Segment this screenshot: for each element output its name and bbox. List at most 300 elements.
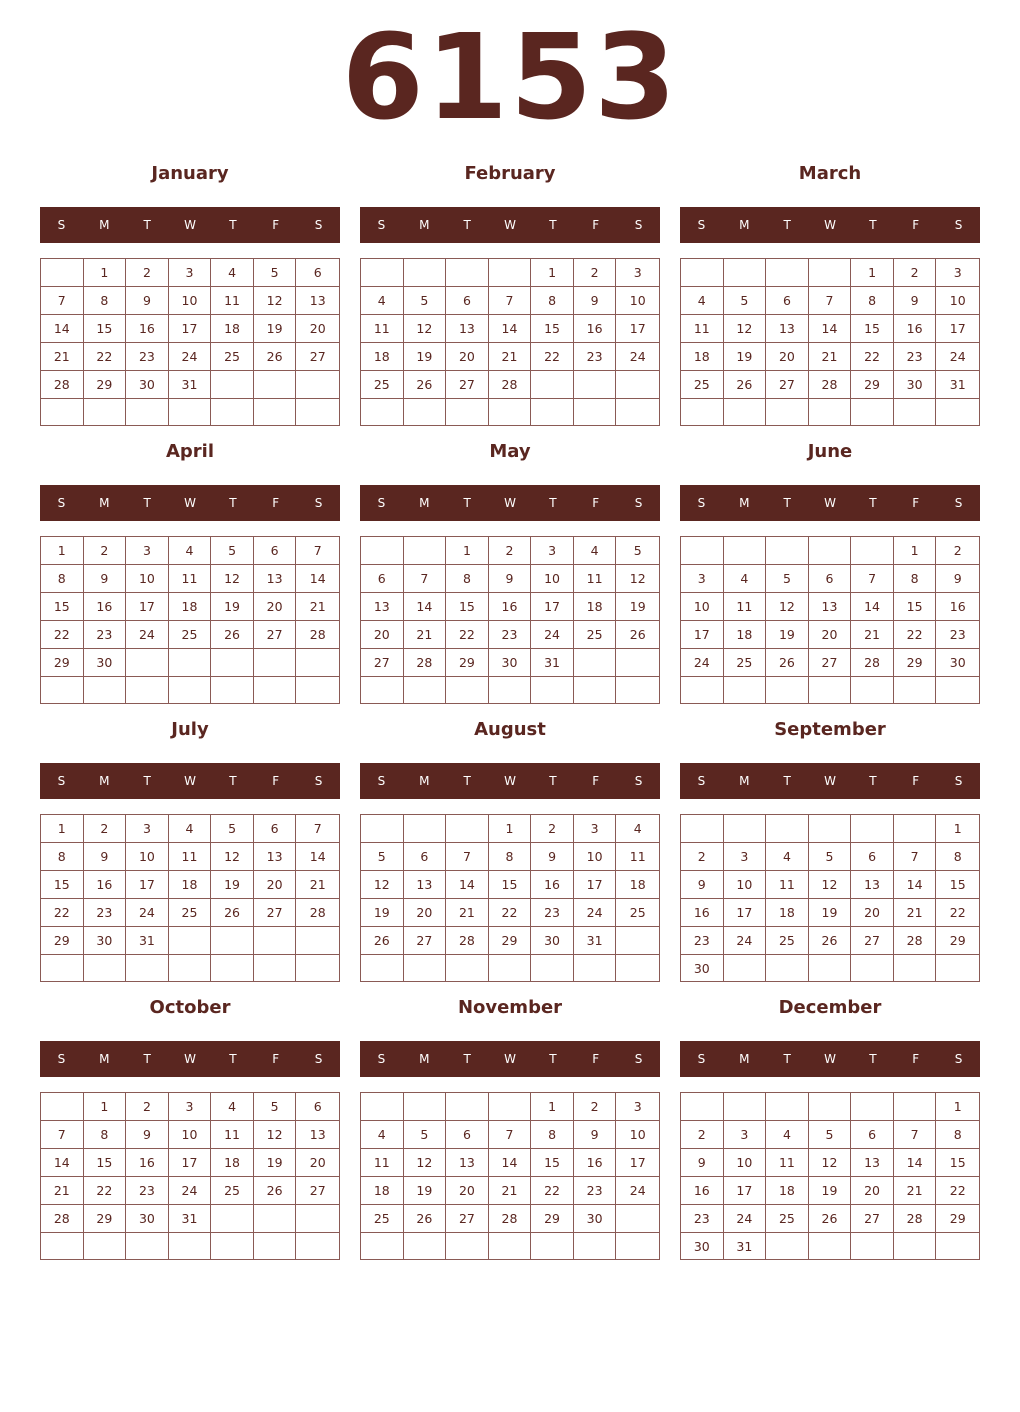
day-cell: 12: [361, 871, 404, 899]
empty-day-cell: [809, 815, 852, 843]
day-cell: 24: [681, 649, 724, 677]
empty-day-cell: [126, 1233, 169, 1259]
weekday-label: S: [314, 1052, 323, 1066]
empty-day-cell: [211, 649, 254, 677]
day-cell: 28: [894, 927, 937, 955]
day-cell: 10: [126, 565, 169, 593]
day-cell: 20: [254, 593, 297, 621]
day-cell: 24: [574, 899, 617, 927]
day-cell: 12: [809, 1149, 852, 1177]
empty-day-cell: [404, 677, 447, 703]
empty-day-cell: [254, 927, 297, 955]
day-cell: 19: [404, 1177, 447, 1205]
empty-day-cell: [809, 399, 852, 425]
day-cell: 7: [851, 565, 894, 593]
empty-day-cell: [126, 955, 169, 981]
day-cell: 4: [681, 287, 724, 315]
day-cell: 5: [211, 815, 254, 843]
day-cell: 19: [724, 343, 767, 371]
day-cell: 12: [766, 593, 809, 621]
empty-day-cell: [84, 399, 127, 425]
weekday-label: M: [99, 496, 110, 510]
day-cell: 6: [254, 815, 297, 843]
weekday-label: T: [143, 774, 151, 788]
weekday-label: T: [869, 774, 877, 788]
day-cell: 6: [446, 1121, 489, 1149]
day-cell: 9: [681, 1149, 724, 1177]
day-cell: 5: [361, 843, 404, 871]
day-cell: 28: [41, 371, 84, 399]
day-cell: 17: [531, 593, 574, 621]
day-cell: 9: [84, 565, 127, 593]
weekday-header: [360, 1041, 660, 1077]
weekday-label: T: [549, 774, 557, 788]
empty-day-cell: [489, 955, 532, 981]
day-cell: 18: [766, 899, 809, 927]
day-cell: 13: [809, 593, 852, 621]
day-cell: 3: [531, 537, 574, 565]
weekday-header: [680, 485, 980, 521]
empty-day-cell: [169, 1233, 212, 1259]
empty-day-cell: [446, 399, 489, 425]
empty-day-cell: [126, 399, 169, 425]
day-cell: 3: [724, 1121, 767, 1149]
day-cell: 26: [809, 1205, 852, 1233]
day-cell: 25: [361, 1205, 404, 1233]
empty-day-cell: [766, 259, 809, 287]
day-cell: 6: [446, 287, 489, 315]
empty-day-cell: [616, 399, 659, 425]
weekday-label: M: [99, 1052, 110, 1066]
weekday-label: T: [229, 1052, 237, 1066]
empty-day-cell: [446, 1233, 489, 1259]
empty-day-cell: [851, 1233, 894, 1260]
day-cell: 17: [574, 871, 617, 899]
day-cell: 30: [894, 371, 937, 399]
day-cell: 9: [84, 843, 127, 871]
day-cell: 30: [936, 649, 979, 677]
day-cell: 30: [126, 371, 169, 399]
weekday-label: S: [634, 1052, 643, 1066]
day-cell: 21: [404, 621, 447, 649]
day-cell: 10: [724, 871, 767, 899]
day-grid: [680, 1092, 980, 1260]
empty-day-cell: [361, 1093, 404, 1121]
day-cell: 1: [489, 815, 532, 843]
day-cell: 19: [766, 621, 809, 649]
empty-day-cell: [531, 1233, 574, 1259]
day-cell: 3: [936, 259, 979, 287]
day-cell: 11: [211, 1121, 254, 1149]
month-name: June: [807, 441, 853, 462]
empty-day-cell: [169, 649, 212, 677]
day-cell: 25: [766, 1205, 809, 1233]
day-cell: 20: [404, 899, 447, 927]
day-cell: 9: [126, 1121, 169, 1149]
day-cell: 12: [254, 1121, 297, 1149]
empty-day-cell: [574, 399, 617, 425]
day-cell: 23: [894, 343, 937, 371]
day-grid: [40, 814, 340, 982]
empty-day-cell: [724, 1093, 767, 1121]
day-cell: 4: [766, 1121, 809, 1149]
empty-day-cell: [446, 815, 489, 843]
empty-day-cell: [446, 259, 489, 287]
day-cell: 28: [296, 899, 339, 927]
weekday-label: S: [954, 496, 963, 510]
month-name: December: [778, 997, 882, 1018]
day-cell: 15: [446, 593, 489, 621]
day-cell: 6: [851, 1121, 894, 1149]
day-cell: 22: [531, 343, 574, 371]
day-cell: 20: [851, 1177, 894, 1205]
day-cell: 21: [296, 871, 339, 899]
day-cell: 20: [446, 1177, 489, 1205]
day-cell: 9: [574, 1121, 617, 1149]
day-cell: 15: [41, 871, 84, 899]
day-cell: 26: [404, 1205, 447, 1233]
day-cell: 25: [681, 371, 724, 399]
day-cell: 4: [211, 259, 254, 287]
day-cell: 3: [169, 1093, 212, 1121]
empty-day-cell: [296, 371, 339, 399]
day-grid: [40, 1092, 340, 1260]
day-cell: 5: [616, 537, 659, 565]
weekday-header: [40, 485, 340, 521]
day-cell: 12: [211, 565, 254, 593]
empty-day-cell: [851, 955, 894, 982]
empty-day-cell: [489, 677, 532, 703]
day-cell: 4: [361, 1121, 404, 1149]
day-cell: 8: [936, 843, 979, 871]
day-cell: 25: [766, 927, 809, 955]
empty-day-cell: [446, 955, 489, 981]
empty-day-cell: [936, 399, 979, 425]
day-cell: 22: [41, 621, 84, 649]
empty-day-cell: [574, 677, 617, 703]
empty-day-cell: [404, 955, 447, 981]
day-cell: 31: [531, 649, 574, 677]
day-cell: 16: [84, 871, 127, 899]
day-cell: 15: [84, 1149, 127, 1177]
day-cell: 26: [254, 1177, 297, 1205]
day-cell: 29: [936, 927, 979, 955]
day-cell: 23: [936, 621, 979, 649]
day-cell: 20: [361, 621, 404, 649]
day-cell: 19: [254, 315, 297, 343]
day-cell: 23: [531, 899, 574, 927]
weekday-label: F: [272, 774, 280, 788]
weekday-label: S: [314, 774, 323, 788]
weekday-label: M: [419, 1052, 430, 1066]
weekday-label: W: [504, 1052, 516, 1066]
day-cell: 17: [724, 899, 767, 927]
month-name: August: [474, 719, 546, 740]
day-cell: 26: [809, 927, 852, 955]
day-cell: 16: [936, 593, 979, 621]
day-cell: 2: [126, 1093, 169, 1121]
weekday-label: S: [954, 218, 963, 232]
empty-day-cell: [574, 1233, 617, 1259]
day-cell: 19: [361, 899, 404, 927]
day-cell: 28: [851, 649, 894, 677]
day-cell: 23: [84, 621, 127, 649]
day-cell: 15: [84, 315, 127, 343]
weekday-label: S: [697, 1052, 706, 1066]
empty-day-cell: [169, 955, 212, 981]
day-cell: 13: [361, 593, 404, 621]
empty-day-cell: [84, 677, 127, 703]
day-cell: 17: [169, 315, 212, 343]
day-cell: 11: [211, 287, 254, 315]
day-cell: 20: [254, 871, 297, 899]
day-cell: 1: [531, 1093, 574, 1121]
day-cell: 15: [894, 593, 937, 621]
day-cell: 21: [296, 593, 339, 621]
day-cell: 14: [41, 315, 84, 343]
day-cell: 17: [936, 315, 979, 343]
day-cell: 11: [681, 315, 724, 343]
day-cell: 14: [489, 1149, 532, 1177]
day-cell: 1: [446, 537, 489, 565]
day-cell: 14: [446, 871, 489, 899]
day-cell: 8: [84, 1121, 127, 1149]
weekday-label: S: [314, 218, 323, 232]
day-cell: 19: [211, 871, 254, 899]
weekday-label: S: [377, 1052, 386, 1066]
empty-day-cell: [169, 677, 212, 703]
day-cell: 6: [851, 843, 894, 871]
weekday-label: W: [184, 218, 196, 232]
empty-day-cell: [681, 399, 724, 425]
weekday-label: M: [419, 774, 430, 788]
weekday-label: S: [697, 774, 706, 788]
empty-day-cell: [446, 1093, 489, 1121]
empty-day-cell: [41, 259, 84, 287]
empty-day-cell: [404, 259, 447, 287]
weekday-header: [360, 763, 660, 799]
day-cell: 30: [84, 649, 127, 677]
weekday-label: F: [272, 1052, 280, 1066]
day-cell: 17: [126, 871, 169, 899]
day-cell: 28: [809, 371, 852, 399]
empty-day-cell: [169, 927, 212, 955]
day-cell: 21: [489, 343, 532, 371]
empty-day-cell: [724, 259, 767, 287]
day-cell: 13: [446, 315, 489, 343]
empty-day-cell: [489, 1233, 532, 1259]
day-cell: 19: [404, 343, 447, 371]
day-cell: 8: [894, 565, 937, 593]
day-cell: 31: [126, 927, 169, 955]
day-cell: 20: [446, 343, 489, 371]
day-cell: 20: [296, 315, 339, 343]
day-cell: 16: [531, 871, 574, 899]
day-cell: 10: [681, 593, 724, 621]
day-cell: 22: [446, 621, 489, 649]
weekday-label: T: [869, 1052, 877, 1066]
empty-day-cell: [296, 649, 339, 677]
weekday-header: [40, 207, 340, 243]
weekday-label: S: [634, 218, 643, 232]
day-cell: 28: [489, 371, 532, 399]
weekday-label: W: [824, 496, 836, 510]
empty-day-cell: [531, 371, 574, 399]
day-cell: 25: [724, 649, 767, 677]
empty-day-cell: [936, 955, 979, 982]
weekday-label: T: [229, 774, 237, 788]
empty-day-cell: [766, 399, 809, 425]
day-cell: 16: [681, 899, 724, 927]
day-cell: 30: [531, 927, 574, 955]
day-cell: 15: [936, 871, 979, 899]
month-name: November: [457, 997, 563, 1018]
empty-day-cell: [616, 927, 659, 955]
day-cell: 14: [809, 315, 852, 343]
day-cell: 14: [41, 1149, 84, 1177]
day-cell: 8: [446, 565, 489, 593]
month-name: April: [165, 441, 215, 462]
day-cell: 26: [211, 899, 254, 927]
day-cell: 14: [851, 593, 894, 621]
empty-day-cell: [681, 537, 724, 565]
weekday-label: F: [912, 496, 920, 510]
day-cell: 18: [681, 343, 724, 371]
day-cell: 6: [766, 287, 809, 315]
empty-day-cell: [126, 677, 169, 703]
weekday-label: M: [739, 774, 750, 788]
day-cell: 17: [126, 593, 169, 621]
day-cell: 18: [724, 621, 767, 649]
day-cell: 14: [404, 593, 447, 621]
day-cell: 25: [574, 621, 617, 649]
empty-day-cell: [361, 955, 404, 981]
empty-day-cell: [616, 371, 659, 399]
day-cell: 2: [489, 537, 532, 565]
day-cell: 24: [169, 1177, 212, 1205]
day-cell: 6: [296, 259, 339, 287]
day-cell: 19: [809, 1177, 852, 1205]
day-cell: 7: [404, 565, 447, 593]
weekday-label: S: [314, 496, 323, 510]
day-cell: 6: [809, 565, 852, 593]
weekday-label: T: [869, 218, 877, 232]
empty-day-cell: [766, 1233, 809, 1260]
day-cell: 22: [489, 899, 532, 927]
day-cell: 10: [724, 1149, 767, 1177]
empty-day-cell: [894, 1233, 937, 1260]
day-cell: 1: [894, 537, 937, 565]
empty-day-cell: [211, 371, 254, 399]
day-cell: 17: [724, 1177, 767, 1205]
day-cell: 28: [404, 649, 447, 677]
weekday-label: T: [143, 218, 151, 232]
day-cell: 29: [446, 649, 489, 677]
empty-day-cell: [766, 955, 809, 982]
day-cell: 9: [936, 565, 979, 593]
empty-day-cell: [724, 815, 767, 843]
day-cell: 11: [169, 843, 212, 871]
empty-day-cell: [84, 955, 127, 981]
day-cell: 13: [296, 1121, 339, 1149]
empty-day-cell: [254, 1233, 297, 1259]
day-cell: 15: [531, 1149, 574, 1177]
weekday-label: T: [783, 1052, 791, 1066]
weekday-label: F: [272, 218, 280, 232]
day-cell: 15: [489, 871, 532, 899]
empty-day-cell: [851, 815, 894, 843]
empty-day-cell: [894, 955, 937, 982]
empty-day-cell: [254, 955, 297, 981]
day-cell: 18: [766, 1177, 809, 1205]
day-cell: 1: [936, 1093, 979, 1121]
day-cell: 18: [211, 1149, 254, 1177]
day-cell: 24: [126, 899, 169, 927]
weekday-label: T: [463, 496, 471, 510]
weekday-label: M: [99, 218, 110, 232]
empty-day-cell: [851, 677, 894, 703]
day-cell: 31: [574, 927, 617, 955]
empty-day-cell: [851, 1093, 894, 1121]
day-cell: 6: [361, 565, 404, 593]
day-cell: 6: [404, 843, 447, 871]
day-cell: 3: [574, 815, 617, 843]
weekday-header: [40, 763, 340, 799]
day-cell: 4: [724, 565, 767, 593]
day-cell: 13: [851, 1149, 894, 1177]
day-cell: 14: [894, 1149, 937, 1177]
empty-day-cell: [211, 677, 254, 703]
empty-day-cell: [616, 1233, 659, 1259]
empty-day-cell: [724, 677, 767, 703]
weekday-label: S: [57, 496, 66, 510]
empty-day-cell: [296, 1205, 339, 1233]
day-cell: 15: [936, 1149, 979, 1177]
day-cell: 19: [211, 593, 254, 621]
day-cell: 7: [894, 1121, 937, 1149]
day-cell: 27: [296, 1177, 339, 1205]
day-cell: 18: [211, 315, 254, 343]
day-cell: 16: [126, 1149, 169, 1177]
day-cell: 10: [126, 843, 169, 871]
weekday-label: W: [504, 496, 516, 510]
day-cell: 13: [404, 871, 447, 899]
day-grid: [360, 1092, 660, 1260]
weekday-label: T: [463, 218, 471, 232]
empty-day-cell: [616, 1205, 659, 1233]
day-cell: 3: [169, 259, 212, 287]
day-cell: 1: [84, 259, 127, 287]
day-cell: 5: [254, 1093, 297, 1121]
weekday-label: S: [377, 774, 386, 788]
month-name: July: [171, 719, 209, 740]
day-cell: 22: [894, 621, 937, 649]
empty-day-cell: [404, 399, 447, 425]
day-cell: 7: [809, 287, 852, 315]
day-cell: 28: [296, 621, 339, 649]
day-cell: 27: [254, 621, 297, 649]
day-cell: 25: [211, 343, 254, 371]
day-cell: 18: [361, 343, 404, 371]
empty-day-cell: [894, 1093, 937, 1121]
day-cell: 10: [616, 1121, 659, 1149]
empty-day-cell: [766, 1093, 809, 1121]
day-cell: 21: [809, 343, 852, 371]
day-grid: [680, 536, 980, 704]
day-cell: 13: [851, 871, 894, 899]
weekday-label: M: [99, 774, 110, 788]
day-cell: 20: [851, 899, 894, 927]
